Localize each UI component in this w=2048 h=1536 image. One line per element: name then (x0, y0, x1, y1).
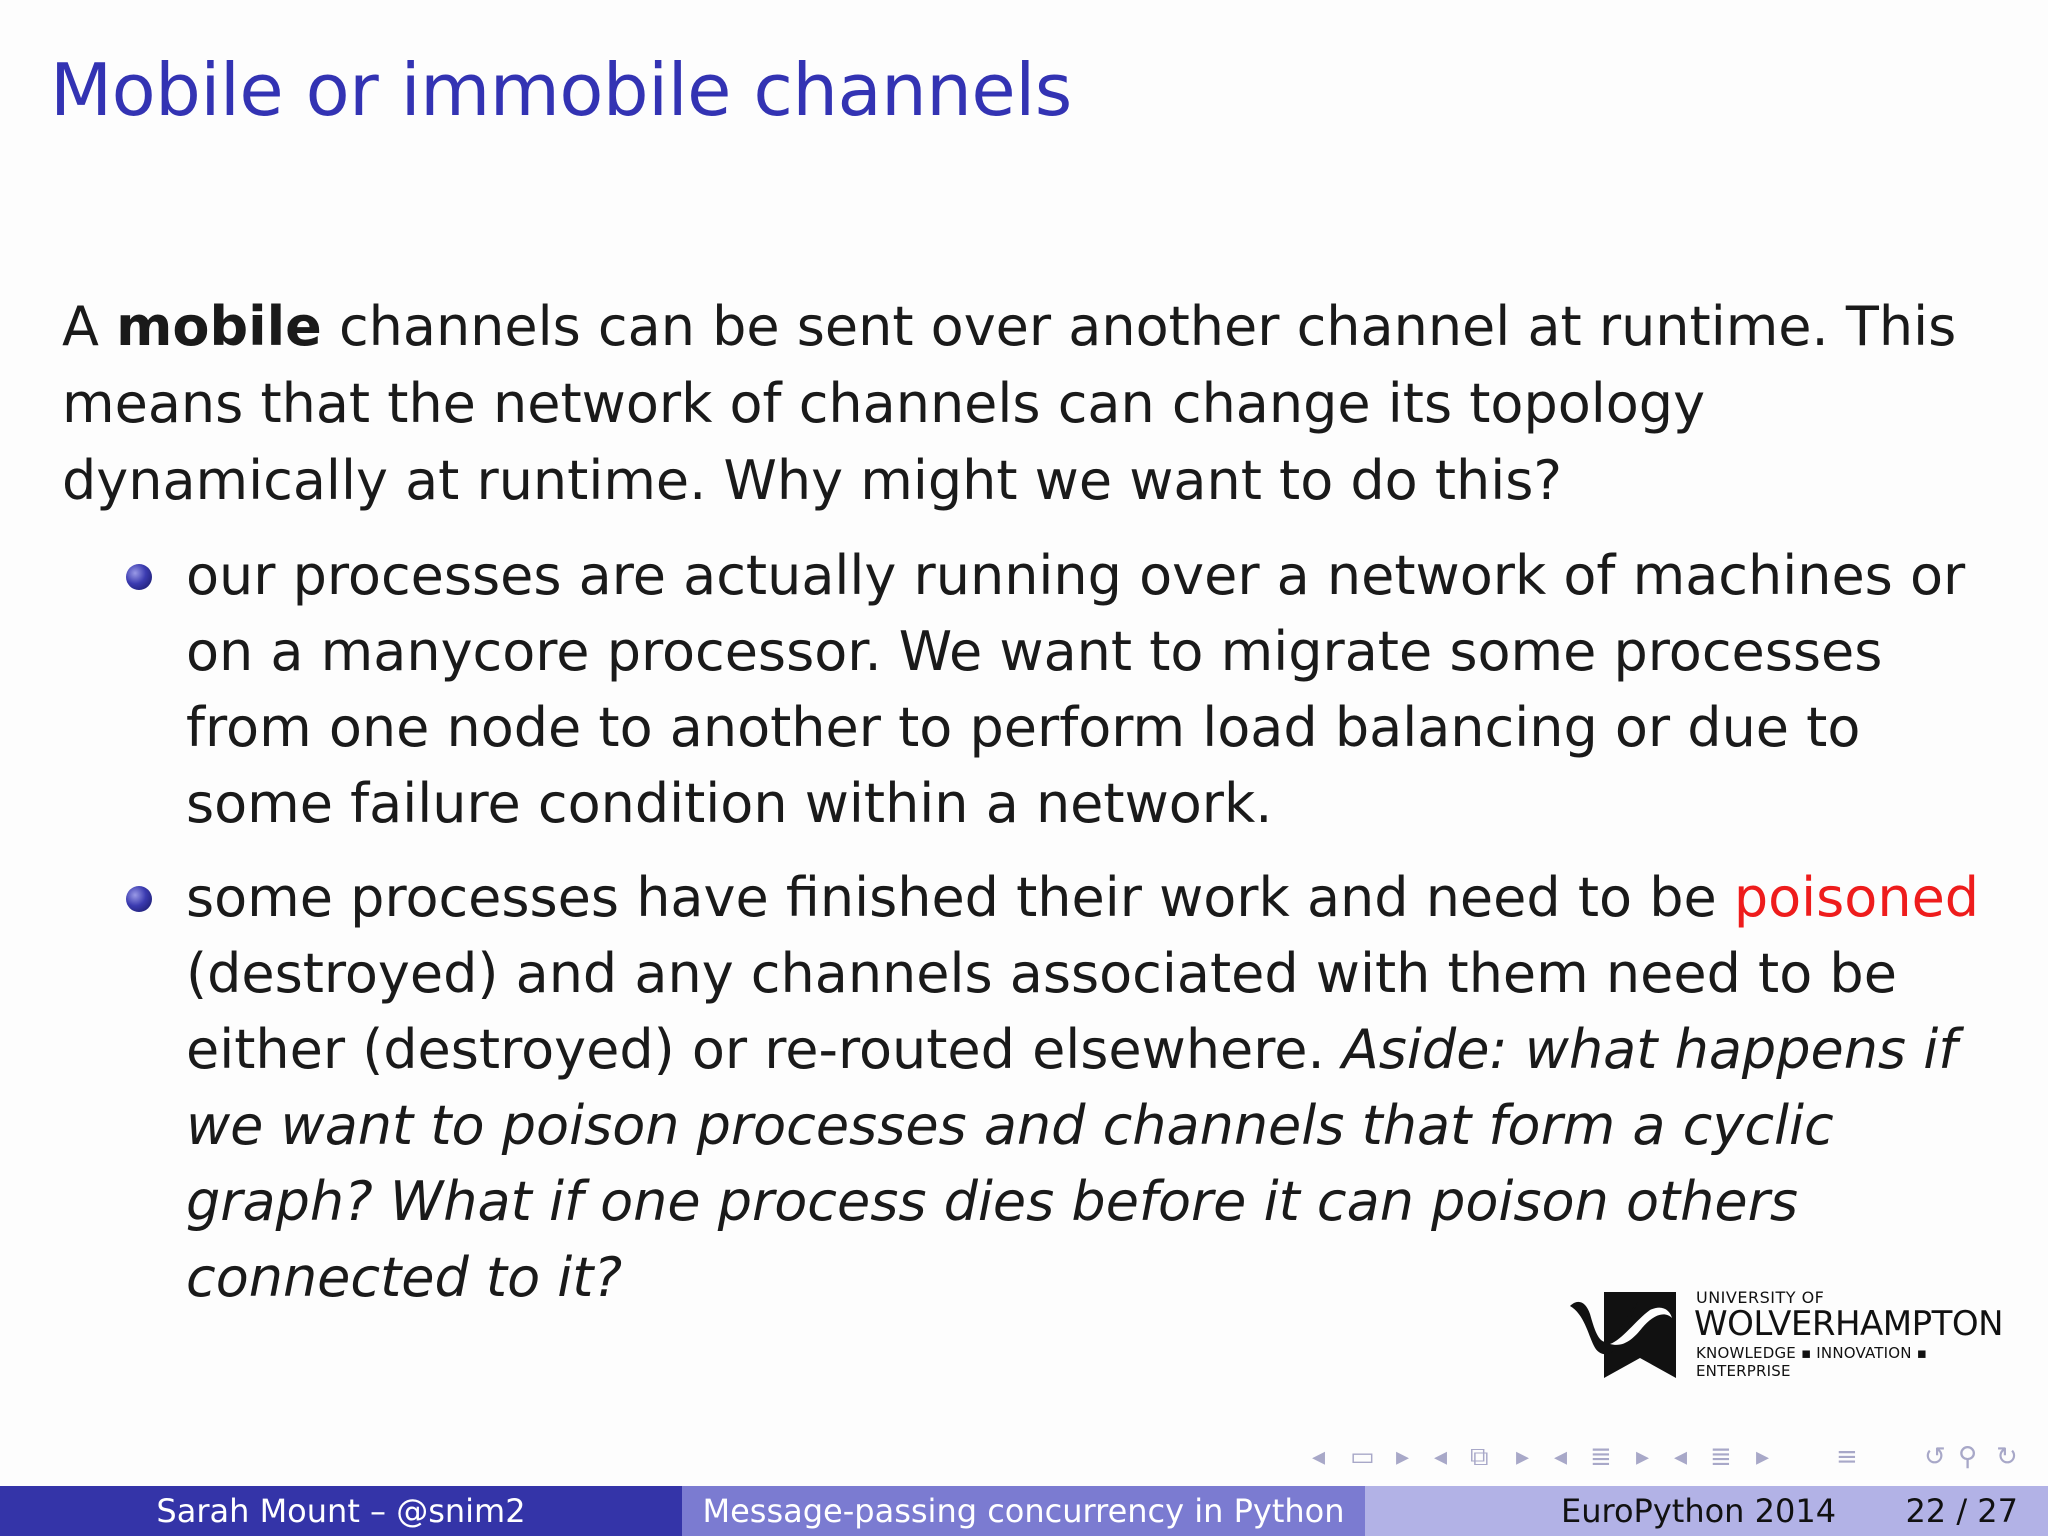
bullet-icon (126, 564, 152, 590)
footer-right (1365, 1486, 2048, 1536)
nav-forward-icon[interactable]: ↻ (1996, 1442, 2018, 1472)
bullet-text: our processes are actually running over a network of machines or on a manycore processor. We want to migrate some processes from one node to another to perform load balancing or due to some failure condition within a network. (186, 544, 1966, 835)
poisoned-highlight: poisoned (1733, 866, 1980, 929)
intro-lead: A (62, 295, 117, 358)
nav-prev-frame-icon[interactable]: ◂ (1312, 1442, 1326, 1472)
nav-prev-section-icon[interactable]: ◂ (1554, 1442, 1568, 1472)
bullet-icon (126, 886, 152, 912)
nav-section-icon[interactable]: ≣ (1590, 1442, 1612, 1472)
nav-frame-icon[interactable]: ▭ (1350, 1442, 1375, 1472)
bullet-text-after: (destroyed) and any channels associated with them need to be either (destroyed) or re-routed elsewhere. (186, 942, 1897, 1081)
intro-paragraph (62, 288, 1992, 519)
logo-line3: KNOWLEDGE ▪ INNOVATION ▪ ENTERPRISE (1696, 1344, 1928, 1380)
footer-talk-title: Message-passing concurrency in Python (682, 1486, 1365, 1536)
logo-line2: WOLVERHAMPTON (1694, 1304, 2004, 1344)
nav-back-icon[interactable]: ↺ (1924, 1442, 1946, 1472)
wolverhampton-logo-icon (1566, 1284, 1686, 1380)
bullet-text-before: some processes have finished their work and need to be (186, 866, 1734, 929)
footer-page-number: 22 / 27 (1905, 1492, 2018, 1530)
nav-next-doc-icon[interactable]: ▸ (1756, 1442, 1770, 1472)
nav-prev-doc-icon[interactable]: ◂ (1674, 1442, 1688, 1472)
logo-line1: UNIVERSITY OF (1696, 1288, 1825, 1307)
slide-title: Mobile or immobile channels (50, 48, 1072, 132)
footer-conference: EuroPython 2014 (1561, 1492, 1837, 1530)
intro-rest: channels can be sent over another channel at runtime. This means that the network of channels can change its topology dynamically at runtime. Why might we want to do this? (62, 295, 1957, 512)
nav-next-frame-icon[interactable]: ▸ (1396, 1442, 1410, 1472)
footer-author: Sarah Mount – @snim2 (0, 1486, 682, 1536)
nav-align-icon[interactable]: ≡ (1836, 1442, 1858, 1472)
nav-search-icon[interactable]: ⚲ (1958, 1442, 1978, 1472)
bullet-item (0, 538, 2048, 842)
nav-subsection-icon[interactable]: ⧉ (1470, 1442, 1489, 1472)
nav-next-subsection-icon[interactable]: ▸ (1516, 1442, 1530, 1472)
aside-italic: Aside: what happens if we want to poison processes and channels that form a cyclic graph? What if one process dies before it can poison others connected to it? (186, 1018, 1958, 1309)
nav-doc-icon[interactable]: ≣ (1710, 1442, 1732, 1472)
footer-bar (0, 1486, 2048, 1536)
university-logo (1566, 1284, 2016, 1380)
intro-bold-term: mobile (116, 295, 322, 358)
nav-next-section-icon[interactable]: ▸ (1636, 1442, 1650, 1472)
bullet-list (0, 538, 2048, 1316)
bullet-item (0, 860, 2048, 1316)
nav-prev-subsection-icon[interactable]: ◂ (1434, 1442, 1448, 1472)
